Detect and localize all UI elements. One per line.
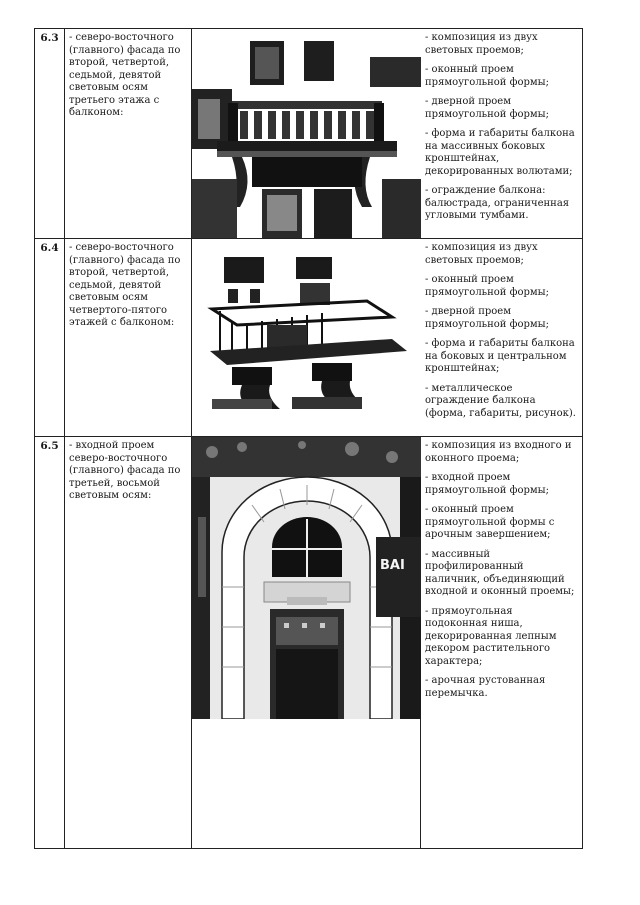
row-number: 6.5 — [35, 437, 65, 849]
row-description: - входной проем северо-восточного (главного) фасада по третьей, восьмой световым осям: — [65, 437, 192, 849]
feature-item: - массивный профилированный наличник, объединяющий входной и оконный проемы; — [425, 548, 575, 597]
feature-item: - оконный проем прямоугольной формы; — [425, 274, 549, 298]
photo-balcony-balustrade — [192, 29, 421, 239]
feature-item: - форма и габариты балкона на массивных боковых кронштейнах, декорированных волютами; — [425, 128, 575, 177]
architecture-table — [34, 28, 583, 849]
feature-item: - металлическое ограждение балкона (форма, габариты, рисунок). — [425, 382, 576, 419]
photo-entrance — [192, 437, 421, 849]
feature-item: - дверной проем прямоугольной формы; — [425, 96, 549, 120]
feature-item: - композиция из двух световых проемов; — [425, 32, 538, 56]
balcony-balustrade-image — [192, 29, 421, 238]
row-features — [421, 239, 583, 437]
table-row — [35, 239, 583, 437]
row-features — [421, 29, 583, 239]
feature-item: - ограждение балкона: балюстрада, ограниченная угловыми тумбами. — [425, 185, 570, 221]
feature-item: - прямоугольная подоконная ниша, декорированная лепным декором растительного характера; — [425, 605, 557, 667]
feature-item: - композиция из двух световых проемов; — [425, 242, 538, 266]
table-row — [35, 29, 583, 239]
feature-item: - оконный проем прямоугольной формы; — [425, 64, 549, 88]
feature-item: - оконный проем прямоугольной формы с арочным завершением; — [425, 504, 555, 540]
photo-balcony-metal — [192, 239, 421, 437]
feature-item: - входной проем прямоугольной формы; — [425, 472, 549, 496]
feature-item: - арочная рустованная перемычка. — [425, 675, 546, 699]
feature-item: - форма и габариты балкона на боковых и центральном кронштейнах; — [425, 338, 575, 374]
row-description: - северо-восточного (главного) фасада по второй, четвертой, седьмой, девятой световым осям третьего этажа с балконом: — [65, 29, 192, 239]
feature-item: - дверной проем прямоугольной формы; — [425, 306, 549, 330]
row-number: 6.3 — [35, 29, 65, 239]
row-description: - северо-восточного (главного) фасада по второй, четвертой, седьмой, девятой световым осям четвертого-пятого этажей с балконом: — [65, 239, 192, 437]
table-row — [35, 437, 583, 849]
entrance-arch-image — [192, 437, 421, 719]
shop-sign-text: BAI — [380, 558, 405, 573]
balcony-metal-railing-image — [192, 239, 421, 436]
row-features — [421, 437, 583, 849]
feature-item: - композиция из входного и оконного проема; — [425, 440, 572, 464]
row-number: 6.4 — [35, 239, 65, 437]
